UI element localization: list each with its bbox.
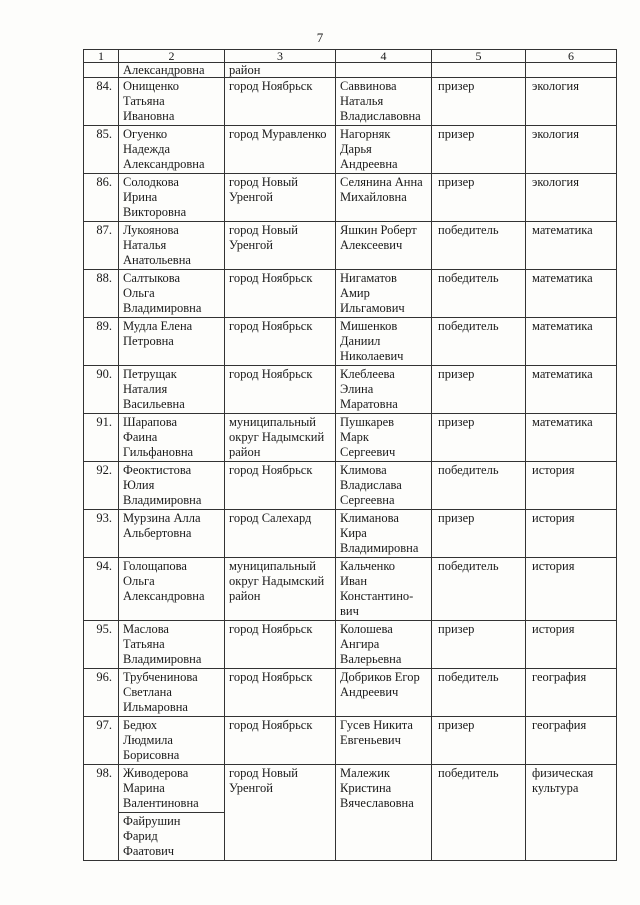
row-number: 92. — [84, 462, 119, 510]
row-number: 95. — [84, 621, 119, 669]
territory: город Салехард — [225, 510, 336, 558]
result-status: призер — [432, 174, 526, 222]
teacher-name: Шарапова Фаина Гильфановна — [119, 414, 225, 462]
teacher-name: Солодкова Ирина Викторовна — [119, 174, 225, 222]
territory: город Ноябрьск — [225, 717, 336, 765]
table-row — [84, 558, 617, 621]
student-name: Нагорняк Дарья Андреевна — [336, 126, 432, 174]
table-row — [84, 414, 617, 462]
subject: математика — [526, 270, 617, 318]
table-row — [84, 765, 617, 813]
teacher-name: Файрушин Фарид Фаатович — [119, 813, 225, 861]
result-status: призер — [432, 78, 526, 126]
table-row — [84, 270, 617, 318]
continuation-cell — [432, 63, 526, 78]
table-row — [84, 366, 617, 414]
table-row — [84, 717, 617, 765]
continuation-cell — [336, 63, 432, 78]
teacher-name: Петрущак Наталия Васильевна — [119, 366, 225, 414]
student-name: Нигаматов Амир Ильгамович — [336, 270, 432, 318]
continuation-row — [84, 63, 617, 78]
result-status: призер — [432, 621, 526, 669]
territory: город Муравленко — [225, 126, 336, 174]
subject: экология — [526, 174, 617, 222]
result-status: победитель — [432, 222, 526, 270]
teacher-name: Лукоянова Наталья Анатольевна — [119, 222, 225, 270]
student-name: Селянина Анна Михайловна — [336, 174, 432, 222]
territory: город Ноябрьск — [225, 669, 336, 717]
subject: экология — [526, 78, 617, 126]
row-number: 93. — [84, 510, 119, 558]
teacher-name: Маслова Татьяна Владимировна — [119, 621, 225, 669]
student-name: Яшкин Роберт Алексеевич — [336, 222, 432, 270]
teacher-name: Живодерова Марина Валентиновна — [119, 765, 225, 813]
table-row — [84, 318, 617, 366]
result-status: призер — [432, 414, 526, 462]
teacher-name: Мудла Елена Петровна — [119, 318, 225, 366]
territory: город Ноябрьск — [225, 270, 336, 318]
row-number: 88. — [84, 270, 119, 318]
student-name: Малежик Кристина Вячеславовна — [336, 765, 432, 861]
subject: математика — [526, 222, 617, 270]
row-number: 87. — [84, 222, 119, 270]
continuation-cell — [526, 63, 617, 78]
row-number: 89. — [84, 318, 119, 366]
subject: история — [526, 558, 617, 621]
teacher-name: Голощапова Ольга Александровна — [119, 558, 225, 621]
territory: город Новый Уренгой — [225, 765, 336, 861]
territory: муниципальный округ Надымский район — [225, 414, 336, 462]
header-cell: 4 — [336, 50, 432, 63]
row-number: 84. — [84, 78, 119, 126]
teacher-name: Бедюх Людмила Борисовна — [119, 717, 225, 765]
territory: город Ноябрьск — [225, 621, 336, 669]
header-cell: 5 — [432, 50, 526, 63]
territory: город Ноябрьск — [225, 78, 336, 126]
subject: география — [526, 669, 617, 717]
row-number: 86. — [84, 174, 119, 222]
subject: экология — [526, 126, 617, 174]
continuation-cell — [84, 63, 119, 78]
continuation-territory: район — [225, 63, 336, 78]
result-status: победитель — [432, 669, 526, 717]
table-row — [84, 126, 617, 174]
row-number: 96. — [84, 669, 119, 717]
header-row — [84, 50, 617, 63]
table-row — [84, 669, 617, 717]
row-number: 98. — [84, 765, 119, 861]
table-row — [84, 510, 617, 558]
teacher-name: Огуенко Надежда Александровна — [119, 126, 225, 174]
territory: город Новый Уренгой — [225, 174, 336, 222]
teacher-name: Онищенко Татьяна Ивановна — [119, 78, 225, 126]
subject: география — [526, 717, 617, 765]
territory: город Ноябрьск — [225, 318, 336, 366]
subject: математика — [526, 414, 617, 462]
continuation-teacher: Александровна — [119, 63, 225, 78]
student-name: Колошева Ангира Валерьевна — [336, 621, 432, 669]
subject: история — [526, 621, 617, 669]
subject: история — [526, 462, 617, 510]
result-status: призер — [432, 510, 526, 558]
table-row — [84, 621, 617, 669]
student-name: Климанова Кира Владимировна — [336, 510, 432, 558]
row-number: 90. — [84, 366, 119, 414]
territory: город Ноябрьск — [225, 366, 336, 414]
result-status: призер — [432, 717, 526, 765]
header-cell: 3 — [225, 50, 336, 63]
teacher-name: Салтыкова Ольга Владимировна — [119, 270, 225, 318]
result-status: призер — [432, 126, 526, 174]
table-row — [84, 462, 617, 510]
page-number: 7 — [316, 30, 324, 45]
teacher-name: Трубченинова Светлана Ильмаровна — [119, 669, 225, 717]
result-status: победитель — [432, 318, 526, 366]
header-cell: 2 — [119, 50, 225, 63]
row-number: 97. — [84, 717, 119, 765]
student-name: Климова Владислава Сергеевна — [336, 462, 432, 510]
result-status: победитель — [432, 765, 526, 861]
row-number: 85. — [84, 126, 119, 174]
table-row — [84, 78, 617, 126]
header-cell: 6 — [526, 50, 617, 63]
student-name: Кальченко Иван Константино- вич — [336, 558, 432, 621]
teacher-name: Мурзина Алла Альбертовна — [119, 510, 225, 558]
table-row — [84, 174, 617, 222]
result-status: победитель — [432, 462, 526, 510]
table-row — [84, 222, 617, 270]
subject: математика — [526, 318, 617, 366]
student-name: Мишенков Даниил Николаевич — [336, 318, 432, 366]
olympiad-results-table — [83, 49, 617, 861]
student-name: Саввинова Наталья Владиславовна — [336, 78, 432, 126]
student-name: Пушкарев Марк Сергеевич — [336, 414, 432, 462]
teacher-name: Феоктистова Юлия Владимировна — [119, 462, 225, 510]
row-number: 94. — [84, 558, 119, 621]
student-name: Добриков Егор Андреевич — [336, 669, 432, 717]
subject: история — [526, 510, 617, 558]
student-name: Клеблеева Элина Маратовна — [336, 366, 432, 414]
subject: физическая культура — [526, 765, 617, 861]
row-number: 91. — [84, 414, 119, 462]
territory: город Новый Уренгой — [225, 222, 336, 270]
territory: город Ноябрьск — [225, 462, 336, 510]
result-status: победитель — [432, 270, 526, 318]
territory: муниципальный округ Надымский район — [225, 558, 336, 621]
subject: математика — [526, 366, 617, 414]
header-cell: 1 — [84, 50, 119, 63]
result-status: призер — [432, 366, 526, 414]
student-name: Гусев Никита Евгеньевич — [336, 717, 432, 765]
result-status: победитель — [432, 558, 526, 621]
